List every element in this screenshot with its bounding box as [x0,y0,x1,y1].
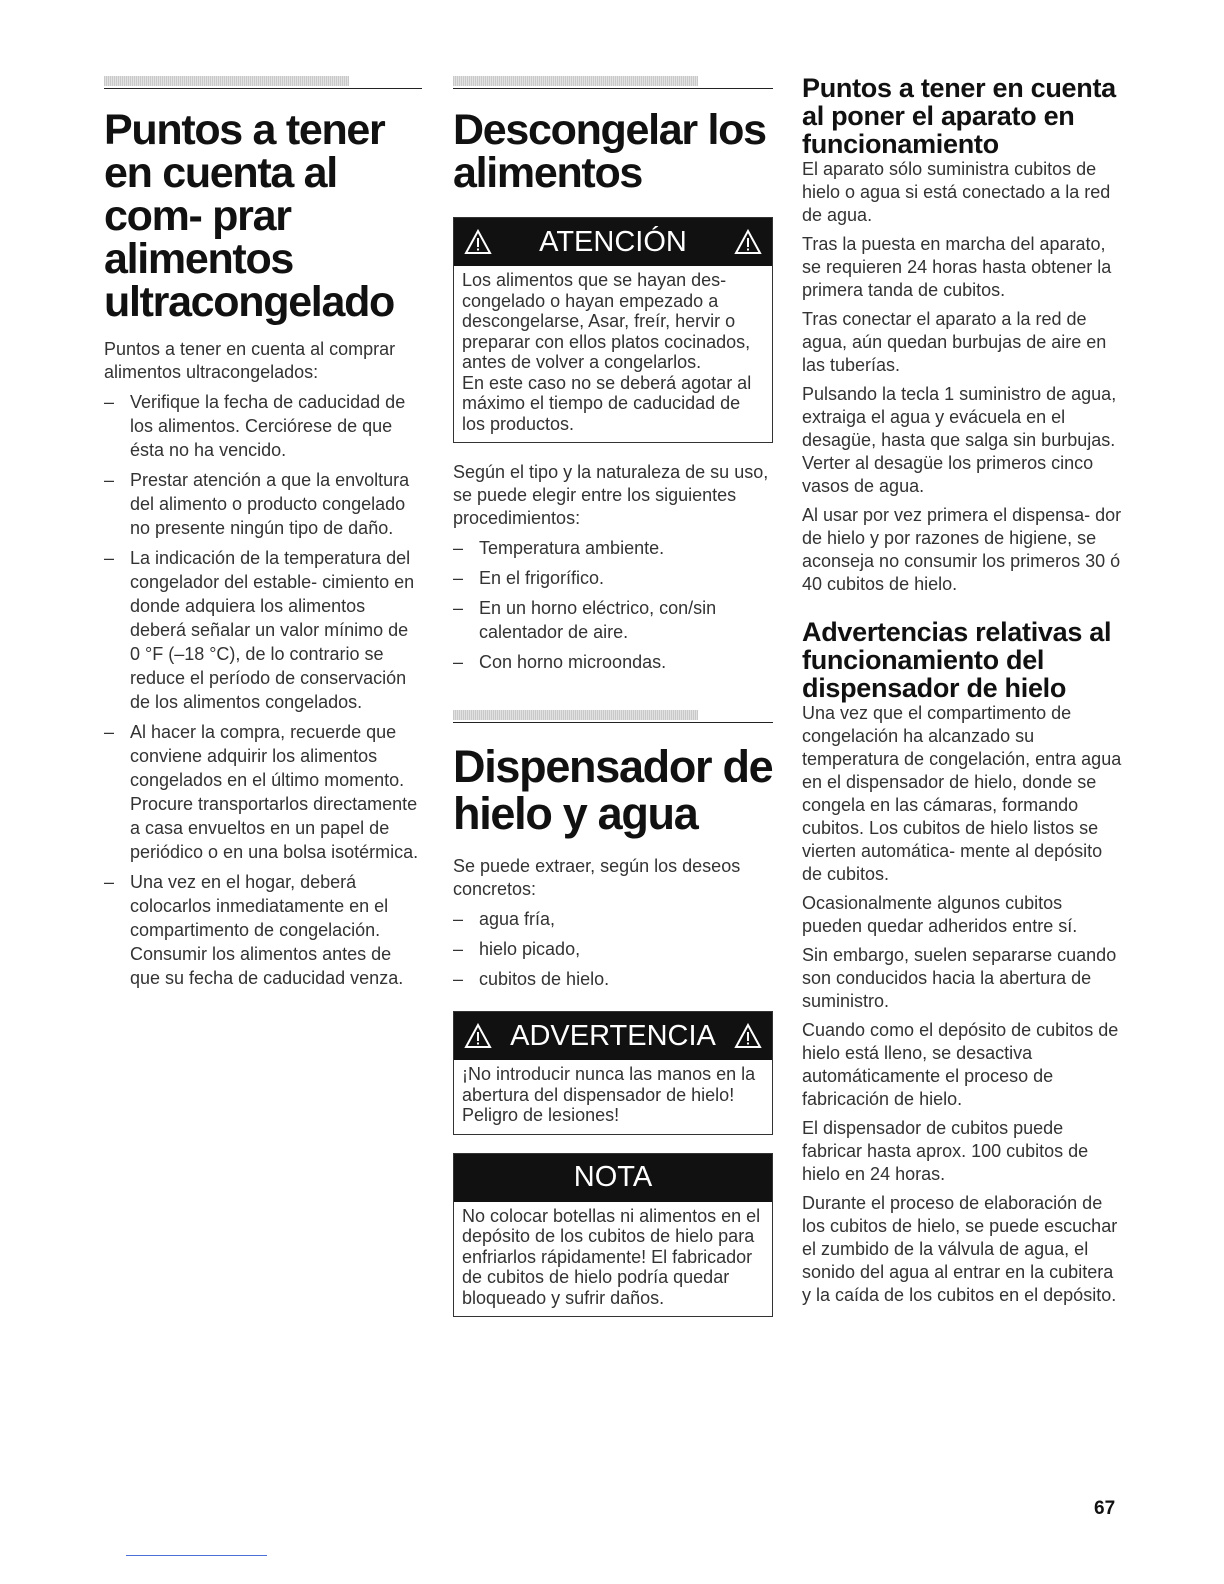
list-item: – hielo picado, [453,937,773,961]
section-title-startup: Puntos a tener en cuenta al poner el aparato en funcionamiento [802,73,1116,159]
note-text: No colocar botellas ni alimentos en el depósito de los cubitos de hielo para enfriarlos rápidamente! El fabricador de cubitos de hielo podría quedar bloqueado y sufrir daños. [462,1205,761,1308]
footer-line [126,1555,267,1556]
section-rule [104,74,422,89]
paragraph: Ocasionalmente algunos cubitos pueden quedar adheridos entre sí. [802,893,1078,936]
paragraph: Pulsando la tecla 1 suministro de agua, extraiga el agua y evácuela en el desagüe, hasta que salga sin burbujas. Verter al desagüe los primeros cinco vasos de agua. [802,384,1117,496]
paragraph: El aparato sólo suministra cubitos de hielo o agua si está conectado a la red de agua. [802,159,1111,225]
list-item: – Una vez en el hogar, deberá colocarlos inmediatamente en el compartimento de congelación. Consumir los alimentos antes de que su fecha de caducidad venza. [104,870,422,990]
note-box [453,1153,773,1318]
paragraph: Una vez que el compartimento de congelación ha alcanzado su temperatura de congelación, entra agua en el dispensador de hielo, donde se congela en las cámaras, formando cubitos. Los cubitos de hielo listos se vierten automática- mente al depósito de cubitos. [802,703,1122,884]
list-item: – En el frigorífico. [453,566,773,590]
list-item: – agua fría, [453,907,773,931]
attention-label: ATENCIÓN [539,225,687,258]
note-header [454,1154,772,1202]
buying-tips-list [104,390,422,990]
list-item: – Verifique la fecha de caducidad de los alimentos. Cerciórese de que ésta no ha vencido. [104,390,422,462]
section-title-ice-dispenser-warnings: Advertencias relativas al funcionamiento del dispensador de hielo [802,617,1112,703]
section-rule [453,708,773,723]
list-item: – Al hacer la compra, recuerde que conviene adquirir los alimentos congelados en el último momento. Procure transportarlos directamente a casa envueltos en un papel de periódico o en una bolsa isotérmica. [104,720,422,864]
list-item: – Prestar atención a que la envoltura del alimento o producto congelado no presente ningún tipo de daño. [104,468,422,540]
attention-text: En este caso no se deberá agotar al máximo el tiempo de caducidad de los productos. [462,372,752,434]
warning-header [454,1012,772,1060]
paragraph: Tras conectar el aparato a la red de agua, aún quedan burbujas de aire en las tuberías. [802,309,1107,375]
page-number: 67 [1094,1498,1116,1519]
warning-triangle-icon [464,1023,492,1049]
attention-box [453,217,773,443]
list-item: – cubitos de hielo. [453,967,773,991]
section-rule [453,74,773,89]
list-item: – En un horno eléctrico, con/sin calentador de aire. [453,596,773,644]
section-title-buying: Puntos a tener en cuenta al com- prar alimentos ultracongelado [104,106,395,326]
warning-box [453,1011,773,1135]
note-label: NOTA [573,1161,653,1193]
section-intro: Puntos a tener en cuenta al comprar alimentos ultracongelados: [104,339,396,382]
paragraph: Tras la puesta en marcha del aparato, se requieren 24 horas hasta obtener la primera tanda de cubitos. [802,234,1112,300]
dispenser-intro: Se puede extraer, según los deseos concretos: [453,856,741,899]
section-title-dispenser: Dispensador de hielo y agua [453,741,773,839]
column-left [104,74,422,996]
warning-triangle-icon [734,1023,762,1049]
section-title-thawing: Descongelar los alimentos [453,106,766,197]
list-item: – Temperatura ambiente. [453,536,773,560]
list-item: – La indicación de la temperatura del congelador del estable- cimiento en donde adquiera los alimentos deberá señalar un valor mínimo de 0 °F (–18 °C), de lo contrario se reduce el período de conservación de los alimentos congelados. [104,546,422,714]
attention-text: Los alimentos que se hayan des- congelado o hayan empezado a descongelarse, Asar, freír, hervir o preparar con ellos platos cocinados, antes de volver a congelarlos. [462,270,751,372]
paragraph: El dispensador de cubitos puede fabricar hasta aprox. 100 cubitos de hielo en 24 horas. [802,1118,1089,1184]
column-right [802,74,1122,1313]
column-middle [453,74,773,1335]
warning-label: ADVERTENCIA [510,1019,716,1052]
paragraph: Cuando como el depósito de cubitos de hielo está lleno, se desactiva automáticamente el proceso de fabricación de hielo. [802,1020,1119,1109]
thawing-methods-list [453,536,773,674]
attention-header [454,218,772,266]
paragraph: Durante el proceso de elaboración de los cubitos de hielo, se puede escuchar el zumbido de la válvula de agua, el sonido del agua al entrar en la cubitera y la caída de los cubitos en el depósito. [802,1193,1118,1305]
paragraph: Sin embargo, suelen separarse cuando son conducidos hacia la abertura de suministro. [802,945,1117,1011]
warning-text: ¡No introducir nunca las manos en la abertura del dispensador de hielo! Peligro de lesiones! [462,1064,756,1125]
dispenser-options-list [453,907,773,991]
list-item: – Con horno microondas. [453,650,773,674]
thawing-intro: Según el tipo y la naturaleza de su uso, se puede elegir entre los siguientes procedimientos: [453,462,769,528]
warning-triangle-icon [734,229,762,255]
warning-triangle-icon [464,229,492,255]
paragraph: Al usar por vez primera el dispensa- dor de hielo y por razones de higiene, se aconseja no consumir los primeros 30 ó 40 cubitos de hielo. [802,505,1122,594]
